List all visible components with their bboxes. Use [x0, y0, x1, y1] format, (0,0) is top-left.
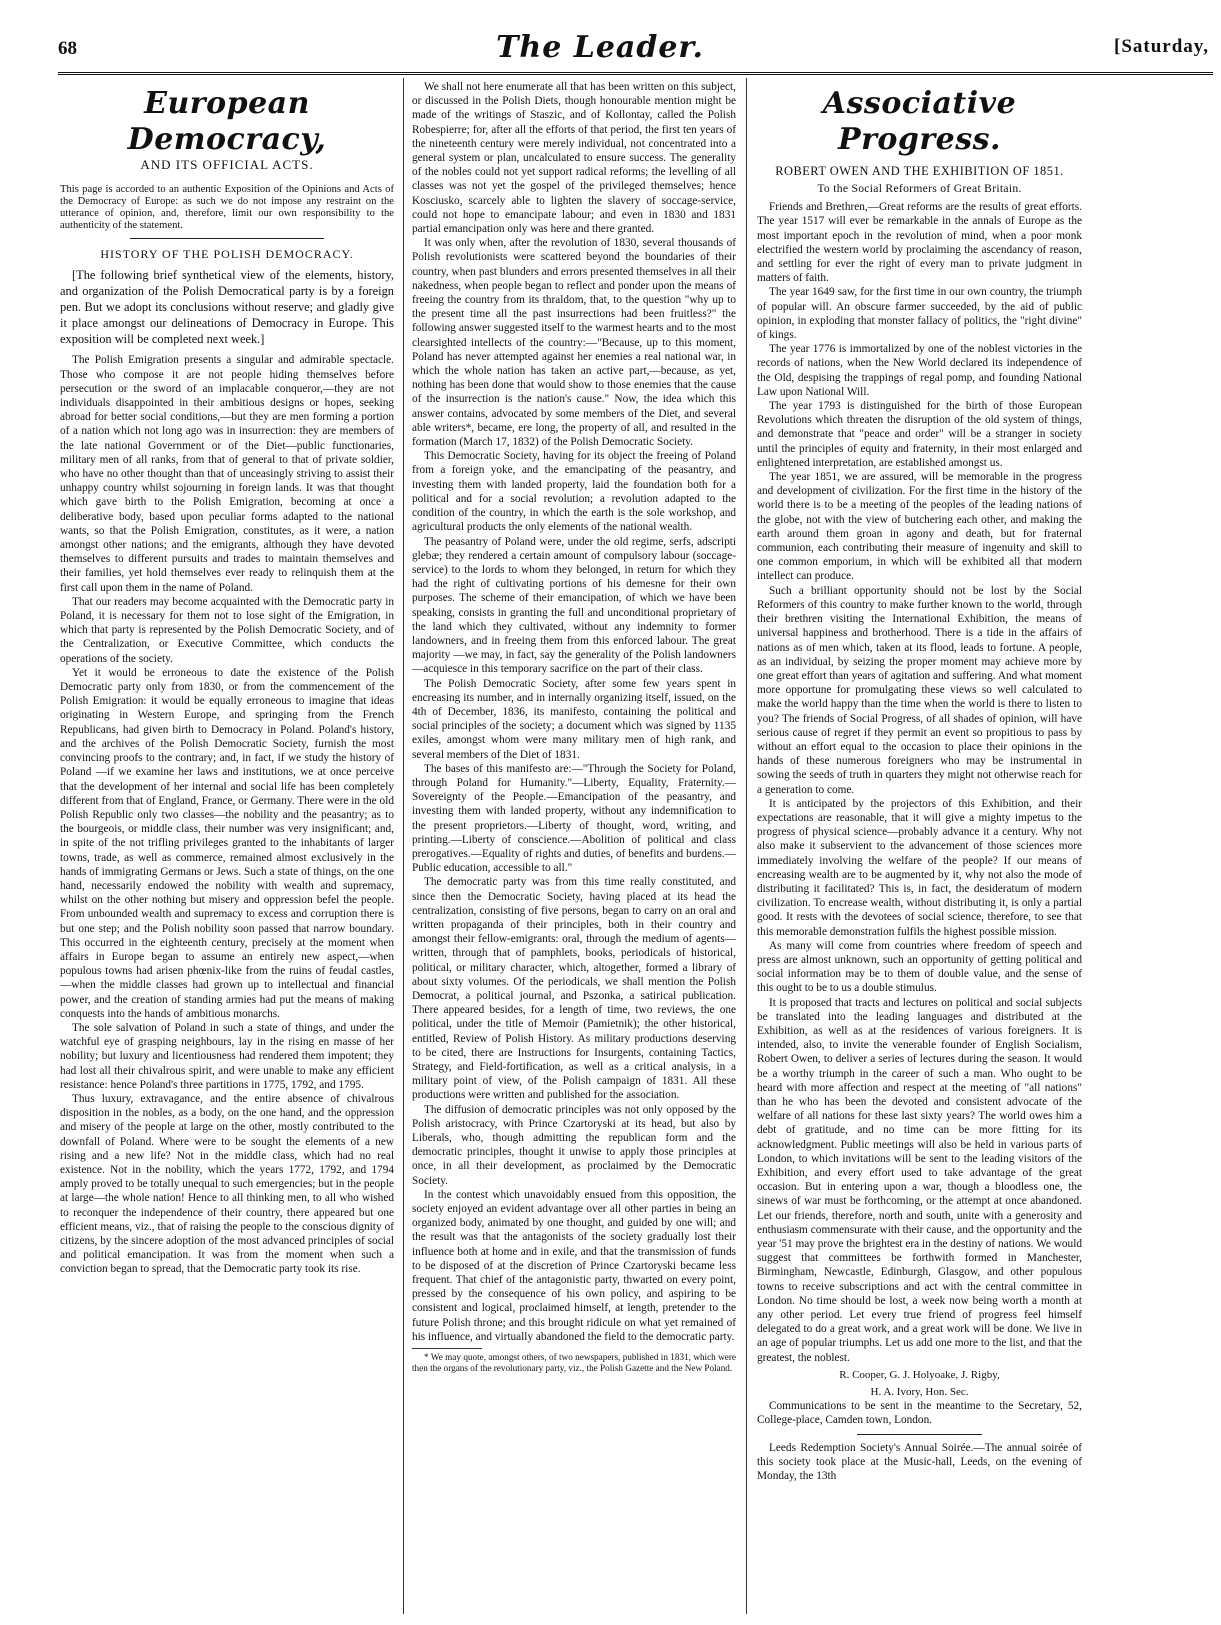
section-title-european-democracy: European Democracy, — [127, 86, 327, 157]
leeds-soiree-paragraph: Leeds Redemption Society's Annual Soirée.—The annual soirée of this society took place at the Music-hall, Leeds, on the evening of Monday, the 13th — [757, 1441, 1082, 1483]
article-intro: [The following brief synthetical view of the elements, history, and organization of the Polish Democratical party is by a foreign pen. But we adopt its conclusions without reserve; and gladly give it place amongst our delineations of Democracy in Europe. This exposition will be completed next week.] — [60, 268, 394, 347]
article-heading: ROBERT OWEN AND THE EXHIBITION OF 1851. — [775, 164, 1064, 178]
article-paragraph: The democratic party was from this time really constituted, and since then the Democratic Society, having placed at its head the centralization, consisting of five persons, began to carry on an oral and written propaganda of their principles, both in their country and amongst their fellow-emigrants: oral, through the medium of agents—written, through that of pamphlets, books, periodicals of historical, political, or military character, which, altogether, formed a library of about sixty volumes. Of the periodicals, we shall mention the Polish Democrat, a political journal, and Pszonka, a satirical publication. There appeared besides, for a length of time, two reviews, the one political, under the title of Memoir (Pamietnik); the other historical, entitled, Review of Polish History. As military productions deserving to be cited, there are Instructions for Insurgents, containing Tactics, Strategy, and Field-fortification, as well as a critical analysis, in a military point of view, of the Polish campaign of 1831. All these productions were written and published for the association. — [412, 876, 736, 1102]
divider — [130, 238, 324, 239]
footnote: * We may quote, amongst others, of two newspapers, published in 1831, which were then the organs of the revolutionary party, viz., the Polish Gazette and the New Poland. — [412, 1352, 736, 1374]
article-paragraph: Yet it would be erroneous to date the existence of the Polish Democratic party only from 1830, or from the commencement of the Polish Emigration: it would be equally erroneous to imagine that ideas originating in Western Europe, and springing from the French Republicans, had given birth to Democracy in Poland. Poland's history, and the archives of the Polish Democratic Society, furnish the most convincing proofs to the contrary; and, in fact, if we study the history of Poland —if we examine her laws and institutions, we at once perceive that the development of her internal and social life has been completely different from that of England, France, or Germany. There were in the old Polish Republic only two classes—the nobility and the peasantry; as to the bourgeois, or middle class, their number was very insignificant; and, in spite of the not trifling privileges granted to the inhabitants of larger towns, trade, as well as commerce, remained almost exclusively in the hands of immigrating Germans or Jews. Such a state of things, on the one hand, necessarily endowed the nobility with wealth and supremacy, whilst on the other nothing but misery and oppression befel the people. From unbounded wealth and supremacy to excess and corruption there is but one step; and the Polish nobility soon passed that narrow boundary. This occurred in the eighteenth century, precisely at the moment when affairs in Europe began to assume an entirely new aspect,—when populous towns had arisen phœnix-like from the ruins of feudal castles,—when the middle classes had grown up to intellectual and financial power, and the creation of standing armies had put the means of making conquests into the hands of ambitious monarchs. — [60, 666, 394, 1020]
column-divider — [403, 78, 404, 1614]
divider — [857, 1434, 982, 1435]
communications-note: Communications to be sent in the meantime to the Secretary, 52, College-place, Camden town, London. — [757, 1400, 1082, 1427]
article-paragraph: In the contest which unavoidably ensued from this opposition, the society enjoyed an evident advantage over all other parties in being an organized body, animated by one thought, and guided by one will; and the result was that the antagonists of the society gradually lost their influence both at home and in exile, and that the transmission of funds to be disposed of at the discretion of Prince Czartoryski became less frequent. That chief of the antagonistic party, thwarted on every point, pressed by the consequence of his own policy, and aspiring to be consistent and logical, proclaimed himself, at length, pretender to the future Polish throne; and this brought ridicule on what yet remained of his influence, and virtually abandoned the field to the democratic party. — [412, 1188, 736, 1343]
article-paragraph: That our readers may become acquainted with the Democratic party in Poland, it is necessary for them not to lose sight of the Emigration, in which that party is represented by the Polish Democratic Society, and of the Centralization, or Executive Committee, which conducts the operations of the society. — [60, 595, 394, 665]
address-line: To the Social Reformers of Great Britain. — [817, 182, 1022, 195]
editorial-notice: This page is accorded to an authentic Exposition of the Opinions and Acts of the Democracy of Europe: as such we do not impose any restraint on the utterance of opinion, and, therefore, limit our own responsibility to the authenticity of the statement. — [60, 184, 394, 232]
article-paragraph: The year 1793 is distinguished for the birth of those European Revolutions which threaten the disruption of the old system of things, and demonstrate that "peace and order" will be a stranger in society until the principles of equity and fraternity, in their most enlarged and enlightened interpretation, are established amongst us. — [757, 400, 1082, 469]
article-heading: HISTORY OF THE POLISH DEMOCRACY. — [100, 247, 354, 262]
section-title-associative-progress: Associative Progress. — [822, 86, 1017, 157]
secretary: H. A. Ivory, Hon. Sec. — [870, 1386, 969, 1399]
article-paragraph: The bases of this manifesto are:—"Through the Society for Poland, through Poland for Humanity."—Liberty, Equality, Fraternity.—Sovereignty of the People.—Emancipation of the peasantry, and investing them with landed property, without any indemnification to the present proprietors.—Liberty of thought, word, writing, and printing.—Liberty of conscience.—Abolition of political and class prerogatives.—Equality of rights and duties, of benefits and burdens.—Public education, accessible to all." — [412, 762, 736, 875]
article-paragraph: The diffusion of democratic principles was not only opposed by the Polish aristocracy, with Prince Czartoryski at its head, but also by Liberals, who, though admitting the republican form and the democratic principles, thought it unwise to apply those principles at once, in all their development, as proclaimed by the Democratic Society. — [412, 1103, 736, 1187]
article-paragraph: The year 1776 is immortalized by one of the noblest victories in the records of nations, when the New World declared its independence of the Old, despising the trappings of regal pomp, and founding National Law upon National Will. — [757, 343, 1082, 398]
article-paragraph: Such a brilliant opportunity should not be lost by the Social Reformers of this country to make further known to the world, through their brethren visiting the International Exhibition, the means of universal happiness and brotherhood. There is a tide in the affairs of nations as of men which, taken at its flood, leads to fortune. A people, as an individual, by seizing the proper moment may achieve more by one great effort than years of agitation and suffering. And what moment more opportune for promulgating these views so well calculated to make the world happy than the time when the world is there to listen to you? The friends of Social Progress, of all shades of opinion, will have serious cause of regret if they permit an event so propitious to pass by without an effort equal to the occasion to place their opinions in the hands of these numerous foreigners who may be instrumental in sowing the seeds of truth in quarters they might not otherwise reach for a generation to come. — [757, 584, 1082, 796]
article-paragraph: As many will come from countries where freedom of speech and press are almost unknown, such an opportunity of getting political and social information may be to them of double value, and the sense of this ought to be to us a double stimulus. — [757, 939, 1082, 995]
article-paragraph: It is anticipated by the projectors of this Exhibition, and their expectations are reasonable, that it will give a mighty impetus to the progress of physical science—probably advance it a century. Why not also make it subservient to the advancement of those sciences more immediately involving the welfare of the people? If our means of encreasing wealth are to be augmented by it, why not also the mode of distributing it facilitated? This is, in fact, the desideratum of modern civilization. To encrease wealth, without distributing it, is only a partial good. It rests with the devotees of social science, therefore, to see that this memorable demonstration fulfils the highest possible mission. — [757, 797, 1082, 938]
article-paragraph: This Democratic Society, having for its object the freeing of Poland from a foreign yoke, and the emancipating of the peasantry, and investing them with landed property, laid the foundation both for a political and for a social revolution; a revolution adapted to the condition of the country, in which the earth is the sole workshop, and agricultural products the only elements of the national wealth. — [412, 450, 736, 534]
masthead-title: The Leader. — [496, 30, 704, 65]
article-paragraph: It was only when, after the revolution of 1830, several thousands of Polish revolutionists were scattered beyond the boundaries of their country, when past blunders and errors presented themselves in all their nakedness, when people began to reflect and ponder upon the means of freeing the country from its thraldom, that, to the question "why up to the present time all the past insurrections had been fruitless?" the following answer suggested itself to the warmest hearts and to the most clearsighted intellects of the country:—"Because, up to this moment, Poland has never attempted against her enemies a real national war, in which the whole nation has taken an active part,—because, as yet, nothing has been done that would show to those enemies that the cause of the insurrection is the nation's cause." Now, the idea which this answer contains, advocated by some members of the Diet, and several able writers*, became, ere long, the property of all, and resulted in the formation (March 17, 1832) of the Polish Democratic Society. — [412, 237, 736, 449]
article-paragraph: The Polish Emigration presents a singular and admirable spectacle. Those who compose it are not people hiding themselves before persecution or the sword of an implacable conqueror,—they are not individuals disappointed in their ambitious designs or hopes, seeking abroad for better social conditions,—but they are men forming a portion of a nation which not long ago was in insurrection: they are members of the late national Government or of the Diet—public functionaries, military men of all ranks, from that of general to that of private soldier, who have no other thought than that of unceasingly striving to assist their unhappy country whilst sojourning in foreign lands. It was that thought which gave birth to the Polish Emigration, becoming at once a deliberative body, based upon peculiar forms adapted to the national wants, so that the Polish Emigration, constitutes, as it were, a nation amongst other nations; and the emigrants, although they have devoted themselves to different pursuits and trades to maintain themselves and their families, yet hold themselves ever ready to relinquish them at the first call upon them in the name of Poland. — [60, 354, 394, 594]
article-paragraph: The Polish Democratic Society, after some few years spent in encreasing its number, and in internally organizing itself, issued, on the 4th of December, 1836, its manifesto, containing the political and social principles of the society; a document which was signed by 1135 exiles, amongst whom were many military men of high rank, and several members of the Diet of 1831. — [412, 677, 736, 761]
signatories: R. Cooper, G. J. Holyoake, J. Rigby, — [839, 1368, 1000, 1381]
page-number: 68 — [58, 38, 77, 59]
footnote-rule — [412, 1348, 482, 1349]
article-paragraph: The year 1851, we are assured, will be memorable in the progress and development of civilization. For the first time in the history of the world there is to be a meeting of the peoples of the leading nations of the globe, not with the view of butchering each other, and making the earth around them groan in agony and death, but for fraternal communion, each contributing their measure of ingenuity and skill to one common emporium, in which will be exhibited all that modern intellect can produce. — [757, 471, 1082, 583]
column-european-democracy — [60, 80, 394, 1610]
column-divider — [746, 78, 747, 1614]
column-polish-democracy-continued — [412, 80, 736, 1610]
article-paragraph: We shall not here enumerate all that has been written on this subject, or discussed in the Polish Diets, though honourable mention might be made of the writings of Staszic, and of Kollontay, called the Polish Robespierre; for, after all the efforts of that period, the first ten years of the nineteenth century were merely individual, not concentrated into a general system or plan, uncalculated to ensure success. The generality of the nobles could not yet support radical reforms; the levelling of all classes was not yet the gospel of the privileged themselves; hence Kosciusko, scarcely able to lighten the slavery of soccage-service, could not hope to emancipate labour; and even in 1830 and 1831 partial emancipation only was here and there granted. — [412, 81, 736, 236]
article-paragraph: The sole salvation of Poland in such a state of things, and under the watchful eye of grasping neighbours, lay in the rising en masse of her nobility; but luxury and licentiousness had rendered them impotent; they had lost all their chivalrous spirit, and were unable to make any efficient resistance: hence Poland's three partitions in 1775, 1792, and 1795. — [60, 1021, 394, 1091]
section-subtitle: AND ITS OFFICIAL ACTS. — [140, 157, 314, 172]
article-paragraph: It is proposed that tracts and lectures on political and social subjects be translated into the leading languages and distributed at the Exhibition, as well as at the residences of various foreigners. It is intended, also, to invite the venerable founder of English Socialism, Robert Owen, to deliver a series of lectures during the season. It would be a worthy triumph in the career of such a man. Who ought to be heard with more affection and respect at the meeting of "all nations" than he who has been the devoted and consistent advocate of the welfare of all nations for these last sixty years? The world owes him a debt of gratitude, and no time can be more fitting for its acknowledgment. Public meetings will also be held in various parts of London, to which invitations will be sent to the leading visitors of the Exhibition, and every effort used to take advantage of the great occasion. But in entering upon a war, though a bloodless one, the sinews of war must be forthcoming, or the attempt at once abandoned. Let our friends, therefore, north and south, unite with a generosity and enthusiasm commensurate with their cause, and the opportunity and the year '51 may prove the brightest era in the destiny of nations. We would suggest that committees be forthwith formed in Manchester, Birmingham, Newcastle, Edinburgh, Glasgow, and other populous towns to receive subscriptions and act with the central committee in London. No time should be lost, a week now being worth a month at any other period. Let every true friend of progress feel himself delegated to do a great work, and a great work will be done. We live in an age of popular triumphs. Let us add one more to the list, and that the greatest, the noblest. — [757, 996, 1082, 1364]
issue-day: [Saturday, — [1114, 36, 1209, 57]
column-associative-progress — [757, 80, 1082, 1610]
header-rule — [58, 72, 1213, 75]
article-paragraph: The peasantry of Poland were, under the old regime, serfs, adscripti glebæ; they rendered a certain amount of compulsory labour (soccage-service) to the lords to whom they belonged, in return for which they had the right of cultivating portions of his demesne for their own purposes. The scheme of their emancipation, of which we have been speaking, consists in granting the full and unconditional proprietary of the land which they cultivated, without any indemnity to former landowners, and in freeing them from this enforced labour. The great majority —we may, in fact, say the generality of the Polish landowners—acquiesce in this temporary sacrifice on the part of their class. — [412, 535, 736, 676]
article-paragraph: The year 1649 saw, for the first time in our own country, the triumph of popular will. An obscure farmer succeeded, by the aid of public opinion, in exploding that monster fallacy of politics, the "right divine" of kings. — [757, 286, 1082, 342]
article-paragraph: Friends and Brethren,—Great reforms are the results of great efforts. The year 1517 will ever be remarkable in the annals of Europe as the most important epoch in the revolution of mind, when a poor monk electrified the western world by proclaiming the ascendancy of reason, and settling for ever the right of every man to private judgment in matters of faith. — [757, 201, 1082, 285]
article-paragraph: Thus luxury, extravagance, and the entire absence of chivalrous disposition in the nobles, as a body, on the one hand, and the oppression and misery of the people at large on the other, mostly contributed to the downfall of Poland. Where were to be sought the elements of a new rising and a new life? Not in the middle class, which had no real existence. Not in the nobility, which the years 1772, 1792, and 1794 amply proved to be totally unequal to such emergencies; but in the people at large—the whole nation! Hence to all thinking men, to all who wished to reconquer the independence of their country, there appeared but one efficient means, viz., that of raising the people to the conscious dignity of citizens, by the sincere adoption of the most advanced principles of social and political emancipation. It was from the moment when such a conviction began to spread, that the Democratic party took its rise. — [60, 1092, 394, 1276]
